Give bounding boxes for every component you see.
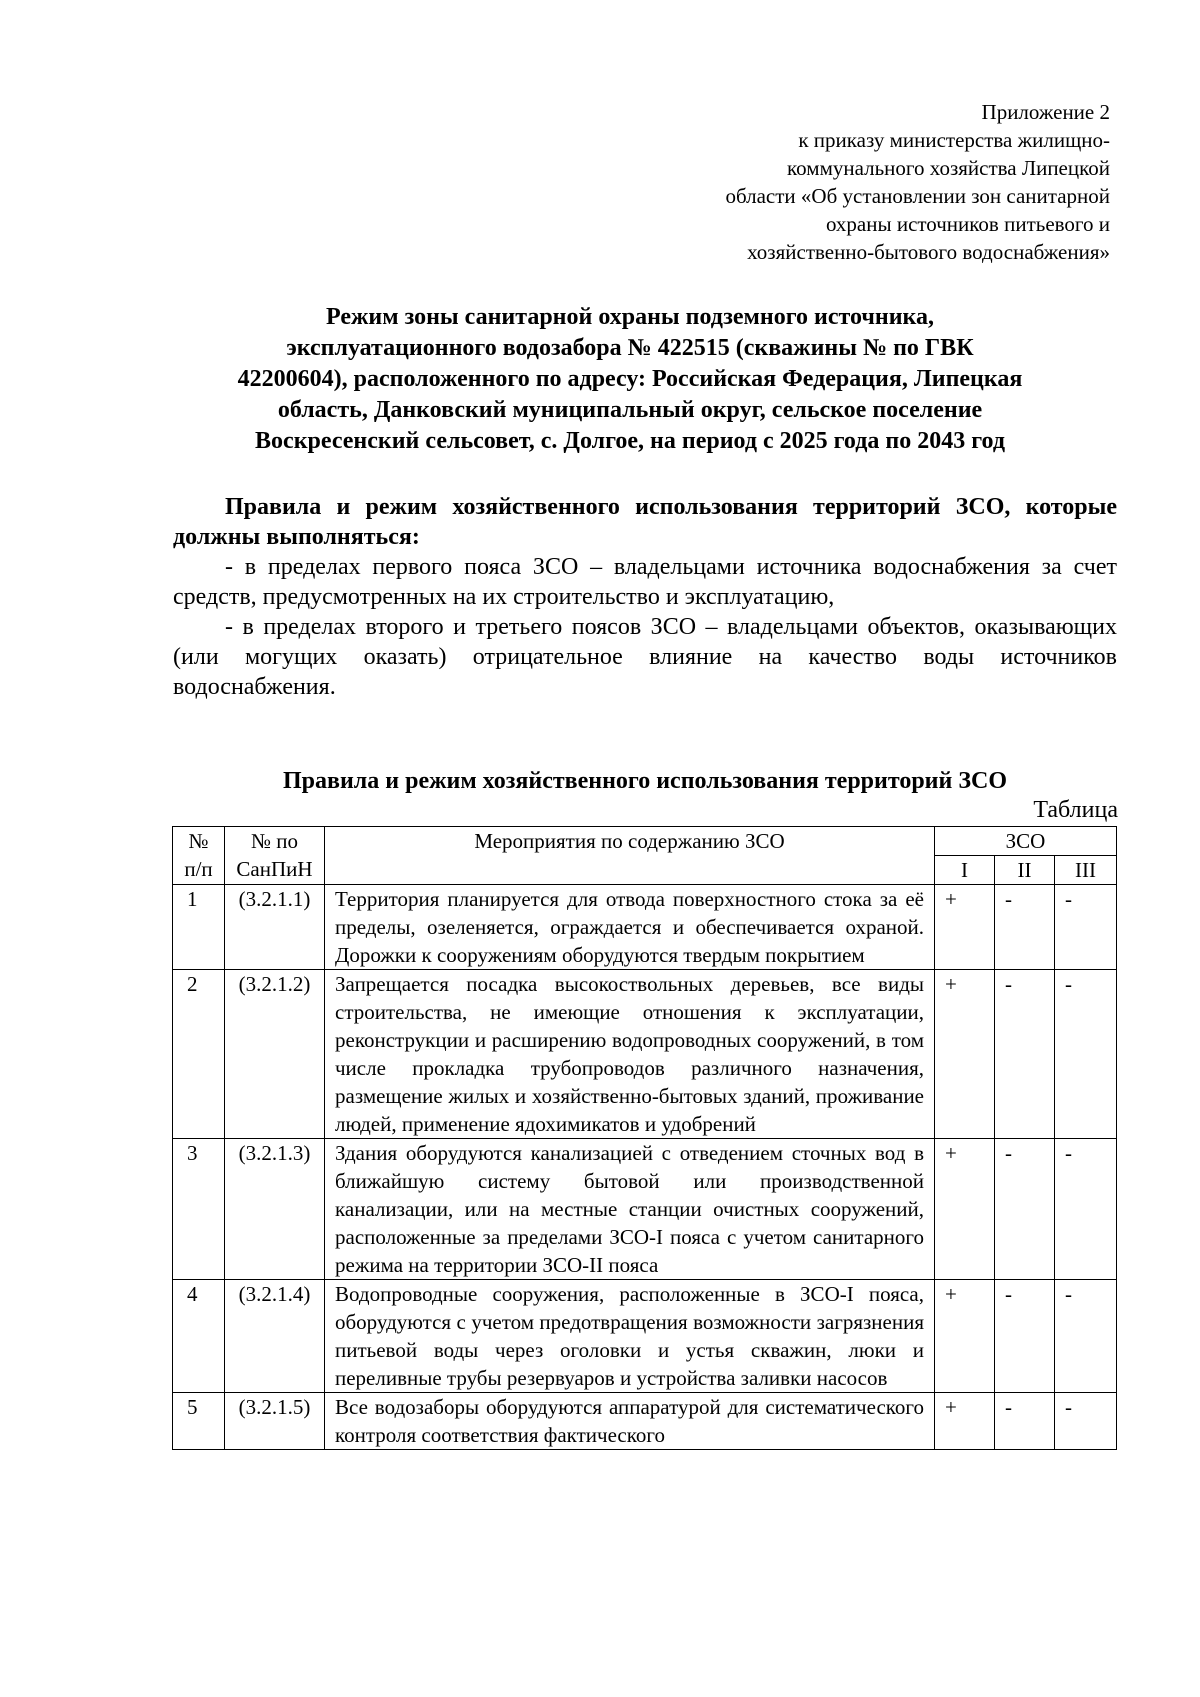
- table-caption: Таблица: [1033, 797, 1118, 823]
- row-measure-text: Запрещается посадка высокоствольных деревьев, все виды строительства, не имеющие отношения к эксплуатации, реконструкции и расширению водопроводных сооружений, в том числе прокладка трубопроводов различного назначения, размещение жилых и хозяйственно-бытовых зданий, проживание людей, применение ядохимикатов и удобрений: [325, 970, 935, 1139]
- row-belt-3-mark: -: [1055, 1280, 1117, 1393]
- table-row: [173, 1393, 1117, 1450]
- rules-heading: Правила и режим хозяйственного использования территорий ЗСО, которые должны выполняться:: [173, 494, 1117, 550]
- row-belt-2-mark: -: [995, 885, 1055, 970]
- table-row: [173, 970, 1117, 1139]
- row-num: 5: [173, 1393, 225, 1450]
- title-line: Режим зоны санитарной охраны подземного источника,: [326, 304, 934, 330]
- table-row: [173, 1139, 1117, 1280]
- header-belt-1: I: [935, 856, 995, 885]
- appendix-line: коммунального хозяйства Липецкой: [787, 156, 1110, 180]
- row-belt-2-mark: -: [995, 1393, 1055, 1450]
- row-num: 2: [173, 970, 225, 1139]
- appendix-line: к приказу министерства жилищно-: [798, 128, 1110, 152]
- row-belt-1-mark: +: [935, 1393, 995, 1450]
- row-belt-2-mark: -: [995, 1139, 1055, 1280]
- header-sanpin: № по СанПиН: [225, 827, 325, 885]
- header-measures: Мероприятия по содержанию ЗСО: [325, 827, 935, 885]
- row-measure-text: Здания оборудуются канализацией с отведением сточных вод в ближайшую систему бытовой или производственной канализации, или на местные станции очистных сооружений, расположенные за пределами ЗСО-I пояса с учетом санитарного режима на территории ЗСО-II пояса: [325, 1139, 935, 1280]
- row-belt-3-mark: -: [1055, 970, 1117, 1139]
- header-num: № п/п: [173, 827, 225, 885]
- row-belt-1-mark: +: [935, 1139, 995, 1280]
- row-sanpin-code: (3.2.1.5): [225, 1393, 325, 1450]
- title-line: эксплуатационного водозабора № 422515 (скважины № по ГВК: [286, 335, 974, 361]
- row-belt-3-mark: -: [1055, 1393, 1117, 1450]
- row-belt-3-mark: -: [1055, 1139, 1117, 1280]
- row-sanpin-code: (3.2.1.1): [225, 885, 325, 970]
- appendix-line: хозяйственно-бытового водоснабжения»: [747, 240, 1110, 264]
- title-line: 42200604), расположенного по адресу: Российская Федерация, Липецкая: [237, 366, 1023, 392]
- row-belt-2-mark: -: [995, 1280, 1055, 1393]
- row-num: 3: [173, 1139, 225, 1280]
- row-measure-text: Все водозаборы оборудуются аппаратурой для систематического контроля соответствия фактического: [325, 1393, 935, 1450]
- row-belt-2-mark: -: [995, 970, 1055, 1139]
- table-row: [173, 885, 1117, 970]
- row-belt-1-mark: +: [935, 970, 995, 1139]
- appendix-line: Приложение 2: [981, 100, 1110, 124]
- rules-section: [173, 492, 1117, 702]
- appendix-block: [550, 98, 1110, 266]
- row-measure-text: Территория планируется для отвода поверхностного стока за её пределы, озеленяется, ограждается и обеспечивается охраной. Дорожки к сооружениям оборудуются твердым покрытием: [325, 885, 935, 970]
- row-belt-1-mark: +: [935, 885, 995, 970]
- row-num: 1: [173, 885, 225, 970]
- row-belt-3-mark: -: [1055, 885, 1117, 970]
- table-heading: Правила и режим хозяйственного использования территорий ЗСО: [283, 768, 1007, 794]
- header-zso: ЗСО: [935, 827, 1117, 856]
- header-belt-3: III: [1055, 856, 1117, 885]
- header-belt-2: II: [995, 856, 1055, 885]
- zso-rules-table: [172, 826, 1117, 1450]
- rules-item-second-third-belt: - в пределах второго и третьего поясов ЗСО – владельцами объектов, оказывающих (или могущих оказать) отрицательное влияние на качество воды источников водоснабжения.: [173, 614, 1117, 700]
- row-sanpin-code: (3.2.1.4): [225, 1280, 325, 1393]
- document-title: [150, 302, 1110, 457]
- rules-item-first-belt: - в пределах первого пояса ЗСО – владельцами источника водоснабжения за счет средств, предусмотренных на их строительство и эксплуатацию,: [173, 554, 1117, 610]
- table-row: [173, 1280, 1117, 1393]
- row-measure-text: Водопроводные сооружения, расположенные в ЗСО-I пояса, оборудуются с учетом предотвращения возможности загрязнения питьевой воды через оголовки и устья скважин, люки и переливные трубы резервуаров и устройства заливки насосов: [325, 1280, 935, 1393]
- row-sanpin-code: (3.2.1.2): [225, 970, 325, 1139]
- title-line: область, Данковский муниципальный округ, сельское поселение: [277, 397, 983, 423]
- appendix-line: области «Об установлении зон санитарной: [725, 184, 1110, 208]
- title-line: Воскресенский сельсовет, с. Долгое, на период с 2025 года по 2043 год: [255, 428, 1005, 454]
- row-num: 4: [173, 1280, 225, 1393]
- row-sanpin-code: (3.2.1.3): [225, 1139, 325, 1280]
- appendix-line: охраны источников питьевого и: [825, 212, 1110, 236]
- row-belt-1-mark: +: [935, 1280, 995, 1393]
